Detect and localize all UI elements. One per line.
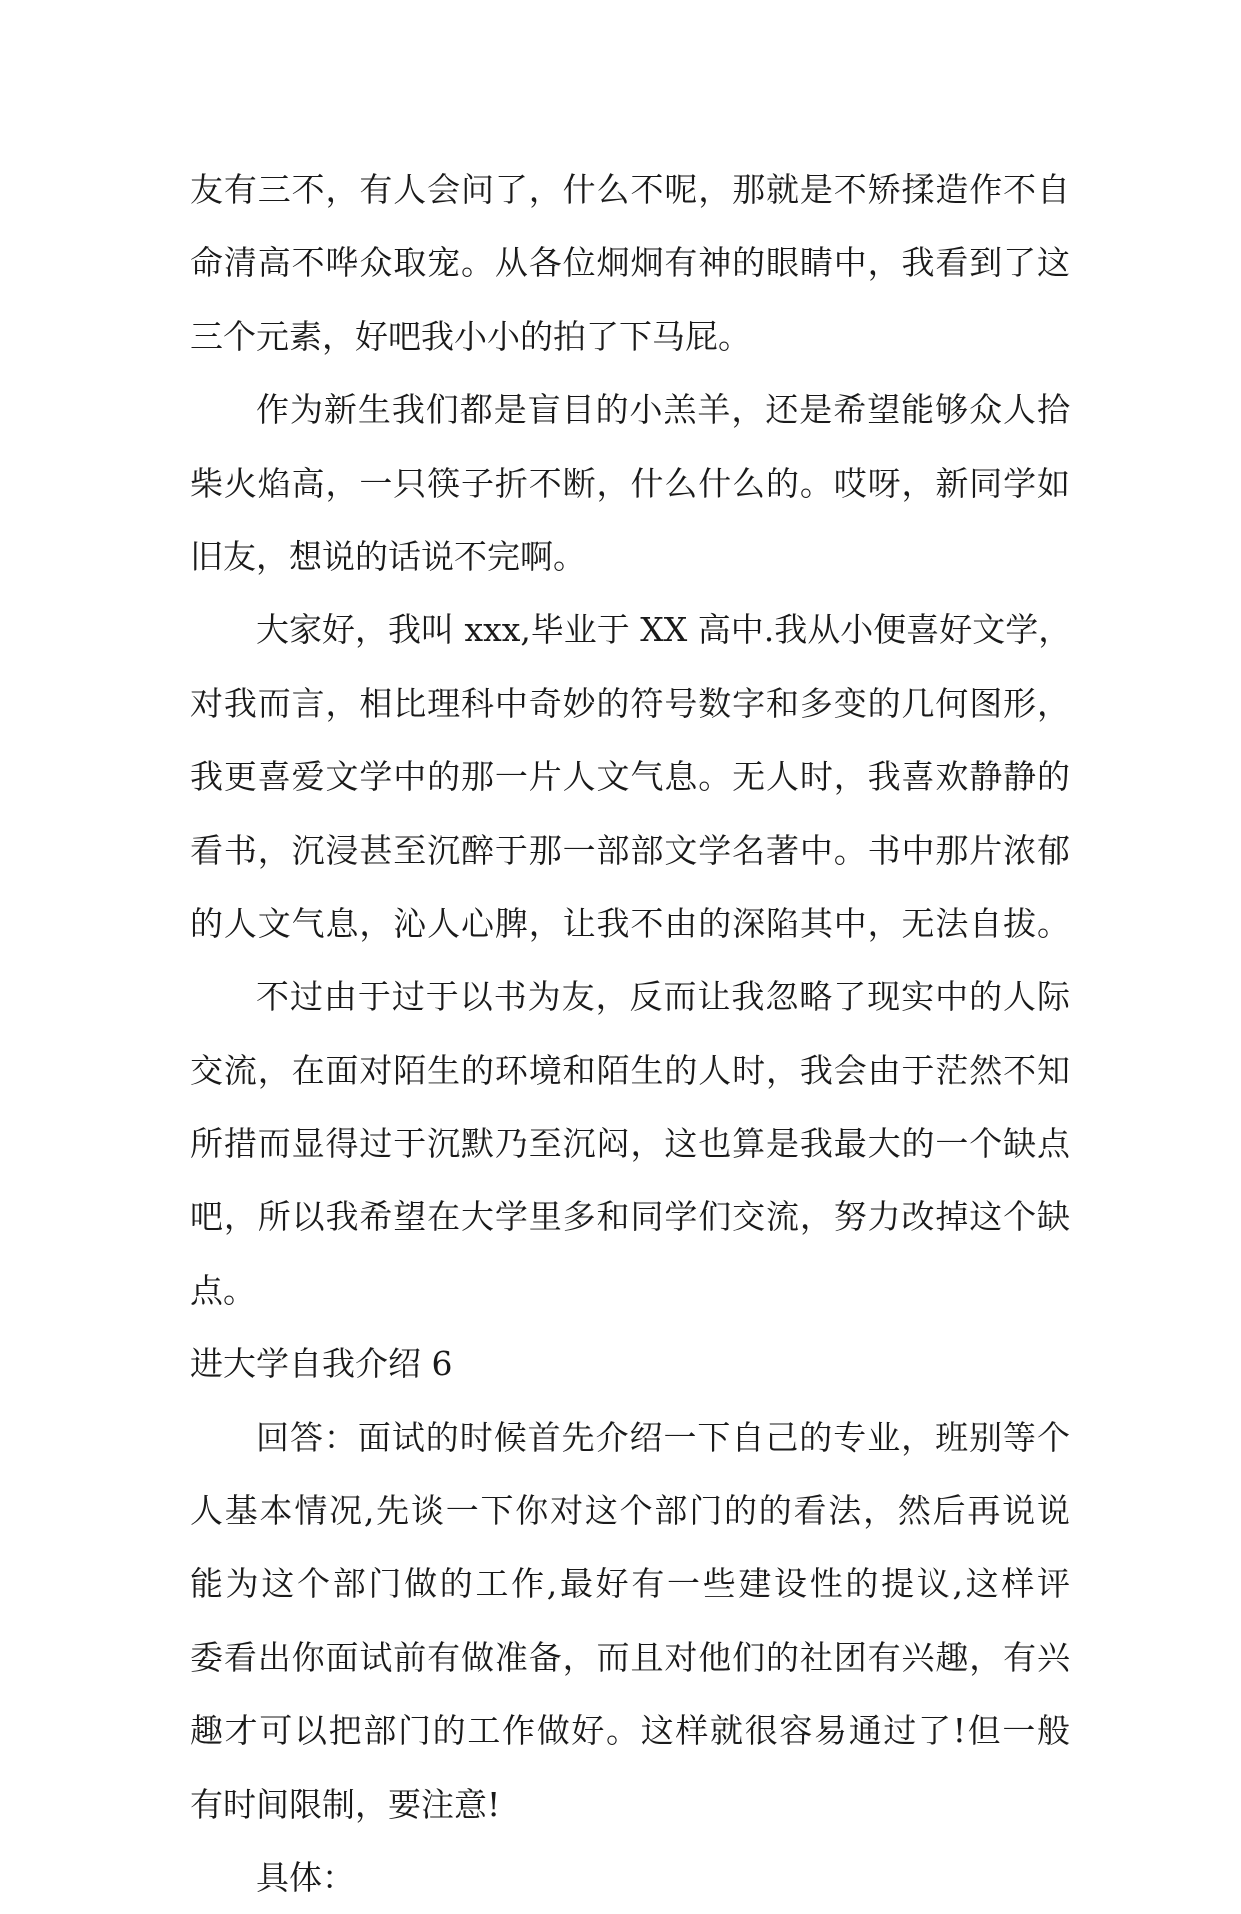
text-line: 委看出你面试前有做准备，而且对他们的社团有兴趣，有兴 — [190, 1637, 1070, 1677]
paragraph-first-line: 具体： — [256, 1857, 355, 1897]
text-line: 所措而显得过于沉默乃至沉闷，这也算是我最大的一个缺点 — [190, 1124, 1070, 1164]
text-line: 交流，在面对陌生的环境和陌生的人时，我会由于茫然不知 — [190, 1050, 1070, 1090]
text-line: 旧友，想说的话说不完啊。 — [190, 536, 586, 576]
text-line: 我更喜爱文学中的那一片人文气息。无人时，我喜欢静静的 — [190, 757, 1070, 797]
text-line: 对我而言，相比理科中奇妙的符号数字和多变的几何图形， — [190, 683, 1070, 723]
document-body — [190, 153, 1070, 1914]
paragraph-first-line: 大家好，我叫 xxx,毕业于 XX 高中.我从小便喜好文学， — [256, 610, 1072, 650]
text-line: 柴火焰高，一只筷子折不断，什么什么的。哎呀，新同学如 — [190, 463, 1070, 503]
paragraph-first-line: 回答：面试的时候首先介绍一下自己的专业，班别等个 — [256, 1417, 1070, 1457]
text-line: 点。 — [190, 1270, 256, 1310]
text-line: 能为这个部门做的工作,最好有一些建设性的提议,这样评 — [190, 1564, 1070, 1604]
text-line: 趣才可以把部门的工作做好。这样就很容易通过了!但一般 — [190, 1711, 1070, 1751]
paragraph-first-line: 作为新生我们都是盲目的小羔羊，还是希望能够众人拾 — [256, 390, 1070, 430]
text-line: 友有三不，有人会问了，什么不呢，那就是不矫揉造作不自 — [190, 170, 1070, 209]
text-line: 命清高不哗众取宠。从各位炯炯有神的眼睛中，我看到了这 — [190, 243, 1070, 283]
text-line: 的人文气息，沁人心脾，让我不由的深陷其中，无法自拔。 — [190, 903, 1070, 943]
text-line: 三个元素，好吧我小小的拍了下马屁。 — [190, 316, 751, 356]
section-heading: 进大学自我介绍 6 — [190, 1344, 453, 1384]
text-line: 有时间限制，要注意! — [190, 1784, 501, 1824]
text-line: 人基本情况,先谈一下你对这个部门的的看法，然后再说说 — [190, 1491, 1070, 1531]
text-line: 看书，沉浸甚至沉醉于那一部部文学名著中。书中那片浓郁 — [190, 830, 1070, 870]
text-line: 吧，所以我希望在大学里多和同学们交流，努力改掉这个缺 — [190, 1197, 1070, 1237]
paragraph-first-line: 不过由于过于以书为友，反而让我忽略了现实中的人际 — [256, 977, 1070, 1017]
